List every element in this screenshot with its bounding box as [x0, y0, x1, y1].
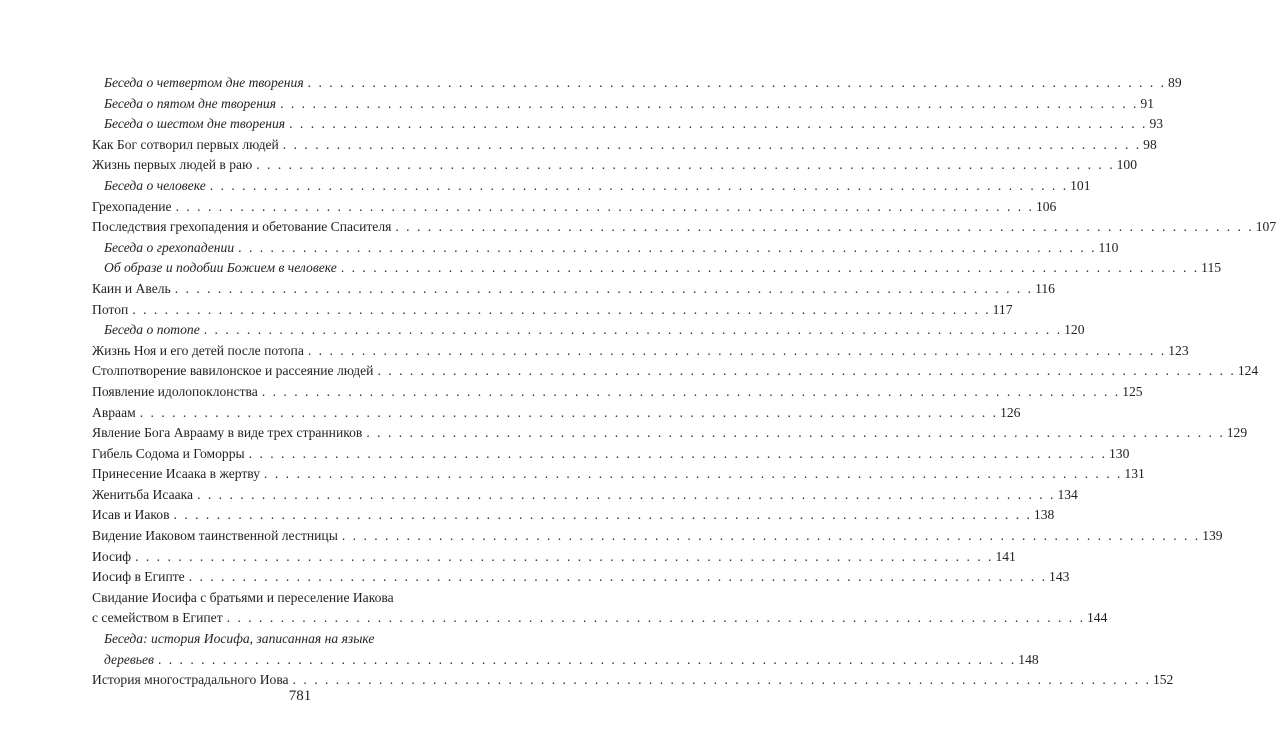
dot-leader: . . . . . . . . . . . . . . . . . . . . . . . . . . . . . . . . . . . . . . . . . . . . . . . . . . . . . . . . . . . . . . . . . . . . . . . . . . . . . . . .	[307, 75, 1167, 90]
dot-leader: . . . . . . . . . . . . . . . . . . . . . . . . . . . . . . . . . . . . . . . . . . . . . . . . . . . . . . . . . . . . . . . . . . . . . . . . . . . . . . . .	[197, 486, 1056, 502]
toc-entry	[92, 321, 1085, 338]
dot-leader: . . . . . . . . . . . . . . . . . . . . . . . . . . . . . . . . . . . . . . . . . . . . . . . . . . . . . . . . . . . . . . . . . . . . . . . . . . . . . . . .	[280, 95, 1139, 111]
toc-entry	[92, 342, 1189, 359]
toc-entry-title: Жизнь первых людей в раю	[92, 157, 253, 173]
toc-entry	[92, 506, 1055, 523]
toc-entry-page: 100	[1116, 157, 1137, 173]
toc-entry	[92, 136, 1157, 153]
toc-entry-page: 141	[995, 548, 1016, 564]
toc-entry-title: Последствия грехопадения и обетование Спасителя	[92, 219, 392, 235]
toc-entry-page: 91	[1140, 95, 1155, 111]
dot-leader: . . . . . . . . . . . . . . . . . . . . . . . . . . . . . . . . . . . . . . . . . . . . . . . . . . . . . . . . . . . . . . . . . . . . . . . . . . . . . . . .	[261, 383, 1121, 399]
dot-leader: . . . . . . . . . . . . . . . . . . . . . . . . . . . . . . . . . . . . . . . . . . . . . . . . . . . . . . . . . . . . . . . . . . . . . . . . . . . . . . . .	[256, 157, 1115, 173]
toc-entry-title: Как Бог сотворил первых людей	[92, 136, 279, 152]
toc-entry	[92, 218, 1276, 235]
toc-entry	[92, 301, 1013, 318]
toc-entry-title: Видение Иаковом таинственной лестницы	[92, 528, 338, 544]
toc-entry-title: Беседа о потопе	[104, 322, 200, 338]
toc-entry-page: 126	[1000, 404, 1021, 420]
dot-leader: . . . . . . . . . . . . . . . . . . . . . . . . . . . . . . . . . . . . . . . . . . . . . . . . . . . . . . . . . . . . . . . . . . . . . . . . . . . . . . . .	[132, 301, 991, 317]
page-number: 781	[288, 688, 312, 704]
toc-entry-page: 120	[1064, 322, 1085, 338]
toc-entry-title: Появление идолопоклонства	[92, 383, 258, 399]
toc-entry-title: Принесение Исаака в жертву	[92, 466, 261, 482]
toc-entry-title: Об образе и подобии Божием в человеке	[104, 260, 337, 276]
dot-leader: . . . . . . . . . . . . . . . . . . . . . . . . . . . . . . . . . . . . . . . . . . . . . . . . . . . . . . . . . . . . . . . . . . . . . . . . . . . . . . . .	[289, 116, 1148, 132]
toc-entry-page: 124	[1237, 363, 1259, 379]
dot-leader: . . . . . . . . . . . . . . . . . . . . . . . . . . . . . . . . . . . . . . . . . . . . . . . . . . . . . . . . . . . . . . . . . . . . . . . . . . . . . . . .	[226, 610, 1085, 626]
toc-entry-title: Гибель Содома и Гоморры	[92, 445, 245, 461]
toc-entry	[92, 362, 1259, 379]
toc-entry	[92, 424, 1248, 441]
toc-entry-title: Потоп	[92, 301, 129, 317]
dot-leader: . . . . . . . . . . . . . . . . . . . . . . . . . . . . . . . . . . . . . . . . . . . . . . . . . . . . . . . . . . . . . . . . . . . . . . . . . . . . . . . .	[395, 219, 1254, 235]
toc-entry-page: 123	[1168, 342, 1189, 358]
toc-entry-page: 115	[1201, 260, 1222, 276]
table-of-contents	[92, 74, 1276, 692]
dot-leader: . . . . . . . . . . . . . . . . . . . . . . . . . . . . . . . . . . . . . . . . . . . . . . . . . . . . . . . . . . . . . . . . . . . . . . . . . . . . . . . .	[203, 322, 1063, 338]
toc-entry-page: 125	[1122, 383, 1143, 399]
dot-leader: . . . . . . . . . . . . . . . . . . . . . . . . . . . . . . . . . . . . . . . . . . . . . . . . . . . . . . . . . . . . . . . . . . . . . . . . . . . . . . . .	[341, 528, 1201, 544]
toc-entry	[92, 115, 1164, 132]
dot-leader: . . . . . . . . . . . . . . . . . . . . . . . . . . . . . . . . . . . . . . . . . . . . . . . . . . . . . . . . . . . . . . . . . . . . . . . . . . . . . . . .	[264, 466, 1123, 482]
toc-entry-title: Беседа о грехопадении	[104, 239, 235, 255]
toc-entry-page: 148	[1018, 651, 1039, 667]
dot-leader: . . . . . . . . . . . . . . . . . . . . . . . . . . . . . . . . . . . . . . . . . . . . . . . . . . . . . . . . . . . . . . . . . . . . . . . . . . . . . . . .	[157, 651, 1017, 667]
toc-entry-title: с семейством в Египет	[92, 610, 223, 626]
toc-entry-title: Жизнь Ноя и его детей после потопа	[92, 342, 304, 358]
toc-entry-title: Столпотворение вавилонское и рассеяние людей	[92, 363, 374, 379]
toc-entry-page: 130	[1109, 445, 1130, 461]
dot-leader: . . . . . . . . . . . . . . . . . . . . . . . . . . . . . . . . . . . . . . . . . . . . . . . . . . . . . . . . . . . . . . . . . . . . . . . . . . . . . . . .	[174, 280, 1034, 296]
toc-entry	[92, 548, 1016, 565]
dot-leader: . . . . . . . . . . . . . . . . . . . . . . . . . . . . . . . . . . . . . . . . . . . . . . . . . . . . . . . . . . . . . . . . . . . . . . . . . . . . . . . .	[248, 445, 1107, 461]
toc-entry-title: Женитьба Исаака	[92, 486, 194, 502]
toc-entry-page: 101	[1070, 177, 1091, 193]
toc-entry	[92, 259, 1222, 276]
toc-entry-title: деревьев	[104, 651, 154, 667]
toc-entry	[92, 486, 1078, 503]
toc-entry-title: Беседа о пятом дне творения	[104, 95, 277, 111]
toc-entry	[92, 156, 1137, 173]
dot-leader: . . . . . . . . . . . . . . . . . . . . . . . . . . . . . . . . . . . . . . . . . . . . . . . . . . . . . . . . . . . . . . . . . . . . . . . . . . . . . . . .	[366, 425, 1225, 441]
toc-entry	[92, 198, 1057, 215]
toc-entry	[92, 177, 1091, 194]
toc-entry-title: Иосиф	[92, 548, 132, 564]
dot-leader: . . . . . . . . . . . . . . . . . . . . . . . . . . . . . . . . . . . . . . . . . . . . . . . . . . . . . . . . . . . . . . . . . . . . . . . . . . . . . . . .	[135, 548, 994, 564]
toc-entry-page: 116	[1035, 280, 1055, 296]
dot-leader: . . . . . . . . . . . . . . . . . . . . . . . . . . . . . . . . . . . . . . . . . . . . . . . . . . . . . . . . . . . . . . . . . . . . . . . . . . . . . . . .	[238, 239, 1097, 255]
toc-entry-page: 117	[992, 301, 1013, 317]
toc-entry	[92, 630, 1039, 668]
toc-entry-title: Каин и Авель	[92, 280, 171, 296]
toc-entry	[92, 671, 1174, 688]
dot-leader: . . . . . . . . . . . . . . . . . . . . . . . . . . . . . . . . . . . . . . . . . . . . . . . . . . . . . . . . . . . . . . . . . . . . . . . . . . . . . . . .	[292, 672, 1151, 688]
toc-entry-title: Авраам	[92, 404, 136, 420]
toc-entry	[92, 589, 1108, 627]
toc-entry-title: Беседа: история Иосифа, записанная на языке	[104, 631, 375, 647]
toc-entry	[92, 527, 1223, 544]
dot-leader: . . . . . . . . . . . . . . . . . . . . . . . . . . . . . . . . . . . . . . . . . . . . . . . . . . . . . . . . . . . . . . . . . . . . . . . . . . . . . . . .	[377, 363, 1236, 379]
toc-entry-page: 93	[1149, 116, 1164, 132]
dot-leader: . . . . . . . . . . . . . . . . . . . . . . . . . . . . . . . . . . . . . . . . . . . . . . . . . . . . . . . . . . . . . . . . . . . . . . . . . . . . . . . .	[340, 260, 1200, 276]
toc-entry-page: 144	[1087, 610, 1108, 626]
toc-entry	[92, 568, 1070, 585]
toc-entry-page: 134	[1057, 486, 1078, 502]
toc-entry-title: Иосиф в Египте	[92, 569, 185, 585]
toc-entry-title: Беседа о четвертом дне творения	[104, 75, 304, 90]
dot-leader: . . . . . . . . . . . . . . . . . . . . . . . . . . . . . . . . . . . . . . . . . . . . . . . . . . . . . . . . . . . . . . . . . . . . . . . . . . . . . . . .	[173, 507, 1032, 523]
toc-entry	[92, 74, 1182, 91]
dot-leader: . . . . . . . . . . . . . . . . . . . . . . . . . . . . . . . . . . . . . . . . . . . . . . . . . . . . . . . . . . . . . . . . . . . . . . . . . . . . . . . .	[188, 569, 1048, 585]
dot-leader: . . . . . . . . . . . . . . . . . . . . . . . . . . . . . . . . . . . . . . . . . . . . . . . . . . . . . . . . . . . . . . . . . . . . . . . . . . . . . . . .	[175, 198, 1034, 214]
toc-entry-page: 98	[1143, 136, 1157, 152]
toc-entry	[92, 383, 1143, 400]
toc-entry-title: Свидание Иосифа с братьями и переселение Иакова	[92, 589, 394, 605]
toc-entry-page: 110	[1098, 239, 1119, 255]
dot-leader: . . . . . . . . . . . . . . . . . . . . . . . . . . . . . . . . . . . . . . . . . . . . . . . . . . . . . . . . . . . . . . . . . . . . . . . . . . . . . . . .	[282, 136, 1142, 152]
dot-leader: . . . . . . . . . . . . . . . . . . . . . . . . . . . . . . . . . . . . . . . . . . . . . . . . . . . . . . . . . . . . . . . . . . . . . . . . . . . . . . . .	[307, 342, 1167, 358]
toc-entry-page: 106	[1035, 198, 1057, 214]
toc-entry-title: История многострадального Иова	[92, 672, 289, 688]
toc-entry	[92, 280, 1055, 297]
toc-entry-page: 129	[1226, 425, 1248, 441]
dot-leader: . . . . . . . . . . . . . . . . . . . . . . . . . . . . . . . . . . . . . . . . . . . . . . . . . . . . . . . . . . . . . . . . . . . . . . . . . . . . . . . .	[139, 404, 999, 420]
toc-entry	[92, 445, 1130, 462]
toc-entry-page: 107	[1255, 219, 1276, 235]
toc-entry	[92, 404, 1021, 421]
toc-entry-page: 152	[1152, 672, 1174, 688]
toc-entry-title: Беседа о шестом дне творения	[104, 116, 286, 132]
toc-entry	[92, 239, 1119, 256]
toc-entry-page: 139	[1202, 528, 1223, 544]
toc-entry-page: 143	[1049, 569, 1070, 585]
dot-leader: . . . . . . . . . . . . . . . . . . . . . . . . . . . . . . . . . . . . . . . . . . . . . . . . . . . . . . . . . . . . . . . . . . . . . . . . . . . . . . . .	[209, 177, 1069, 193]
toc-entry-page: 138	[1033, 507, 1055, 523]
toc-entry	[92, 465, 1145, 482]
toc-entry-title: Беседа о человеке	[104, 177, 206, 193]
toc-entry	[92, 95, 1155, 112]
toc-entry-title: Грехопадение	[92, 198, 172, 214]
toc-entry-title: Явление Бога Аврааму в виде трех странников	[92, 425, 363, 441]
toc-entry-page: 89	[1168, 75, 1182, 90]
toc-entry-title: Исав и Иаков	[92, 507, 170, 523]
toc-entry-page: 131	[1124, 466, 1145, 482]
